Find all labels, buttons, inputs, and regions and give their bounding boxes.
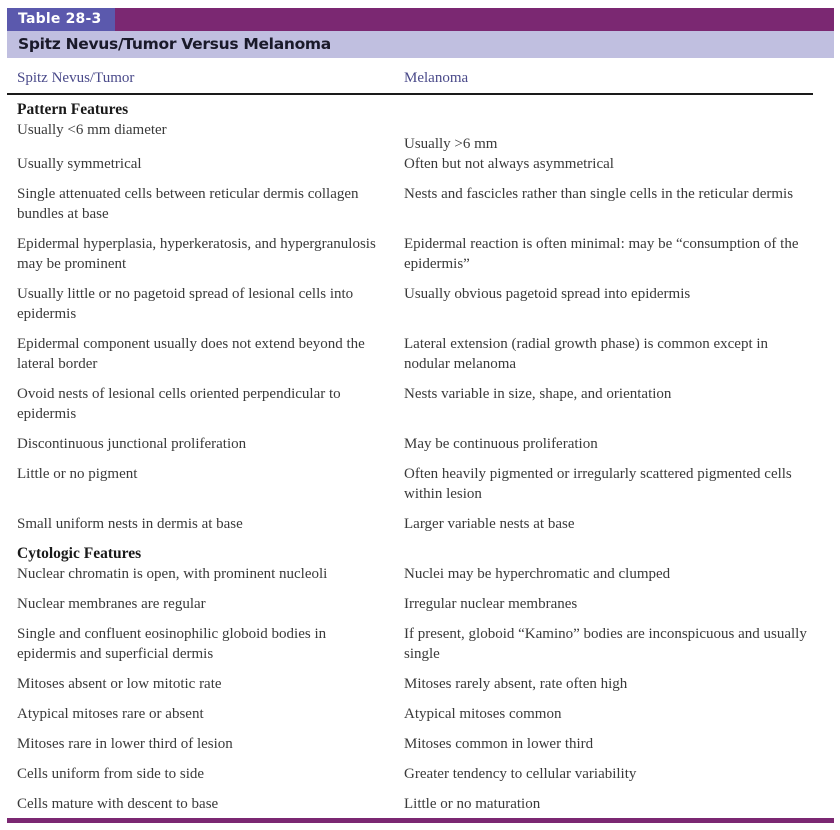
spitz-cell: Mitoses absent or low mitotic rate — [17, 676, 222, 692]
melanoma-cell: Nests and fascicles rather than single cells in the reticular dermis — [404, 186, 794, 202]
spitz-cell: Epidermal hyperplasia, hyperkeratosis, and hypergranulosis may be prominent — [17, 236, 376, 272]
melanoma-cell: Usually >6 mm — [404, 136, 498, 152]
melanoma-cell: Atypical mitoses common — [404, 706, 562, 722]
melanoma-cell: Greater tendency to cellular variability — [404, 766, 637, 782]
melanoma-cell: Often heavily pigmented or irregularly scattered pigmented cells within lesion — [404, 466, 792, 502]
spitz-cell: Discontinuous junctional proliferation — [17, 436, 247, 452]
section-heading: Pattern Features — [17, 101, 129, 118]
spitz-cell: Small uniform nests in dermis at base — [17, 516, 243, 532]
spitz-cell: Epidermal component usually does not extend beyond the lateral border — [17, 336, 365, 372]
melanoma-cell: Mitoses rarely absent, rate often high — [404, 676, 628, 692]
spitz-cell: Cells uniform from side to side — [17, 766, 205, 782]
spitz-cell: Little or no pigment — [17, 466, 138, 482]
melanoma-cell: May be continuous proliferation — [404, 436, 598, 452]
spitz-cell: Single attenuated cells between reticular dermis collagen bundles at base — [17, 186, 359, 222]
melanoma-cell: Usually obvious pagetoid spread into epidermis — [404, 286, 691, 302]
melanoma-cell: Nests variable in size, shape, and orientation — [404, 386, 672, 402]
melanoma-cell: Larger variable nests at base — [404, 516, 575, 532]
melanoma-cell: Lateral extension (radial growth phase) is common except in nodular melanoma — [404, 336, 769, 372]
spitz-cell: Atypical mitoses rare or absent — [17, 706, 204, 722]
spitz-cell: Nuclear chromatin is open, with prominent nucleoli — [17, 566, 328, 582]
melanoma-cell: Nuclei may be hyperchromatic and clumped — [404, 566, 671, 582]
melanoma-cell: Epidermal reaction is often minimal: may be “consumption of the epidermis” — [404, 236, 799, 272]
table-footer-band — [7, 818, 834, 823]
melanoma-cell: Little or no maturation — [404, 796, 541, 812]
table-title: Spitz Nevus/Tumor Versus Melanoma — [7, 31, 834, 58]
header-rule — [7, 93, 813, 95]
column-header-melanoma: Melanoma — [404, 70, 469, 86]
spitz-cell: Mitoses rare in lower third of lesion — [17, 736, 233, 752]
spitz-cell: Usually little or no pagetoid spread of lesional cells into epidermis — [17, 286, 354, 322]
melanoma-cell: Mitoses common in lower third — [404, 736, 594, 752]
melanoma-cell: Often but not always asymmetrical — [404, 156, 614, 172]
melanoma-cell: Irregular nuclear membranes — [404, 596, 578, 612]
spitz-cell: Usually <6 mm diameter — [17, 122, 167, 138]
table-number-badge: Table 28-3 — [7, 8, 115, 31]
section-heading: Cytologic Features — [17, 545, 142, 562]
spitz-cell: Nuclear membranes are regular — [17, 596, 206, 612]
melanoma-cell: If present, globoid “Kamino” bodies are inconspicuous and usually single — [404, 626, 807, 662]
column-header-spitz: Spitz Nevus/Tumor — [17, 70, 135, 86]
table-header-band — [7, 8, 834, 31]
spitz-cell: Usually symmetrical — [17, 156, 142, 172]
spitz-cell: Cells mature with descent to base — [17, 796, 219, 812]
spitz-cell: Single and confluent eosinophilic globoid bodies in epidermis and superficial dermis — [17, 626, 327, 662]
spitz-cell: Ovoid nests of lesional cells oriented perpendicular to epidermis — [17, 386, 341, 422]
